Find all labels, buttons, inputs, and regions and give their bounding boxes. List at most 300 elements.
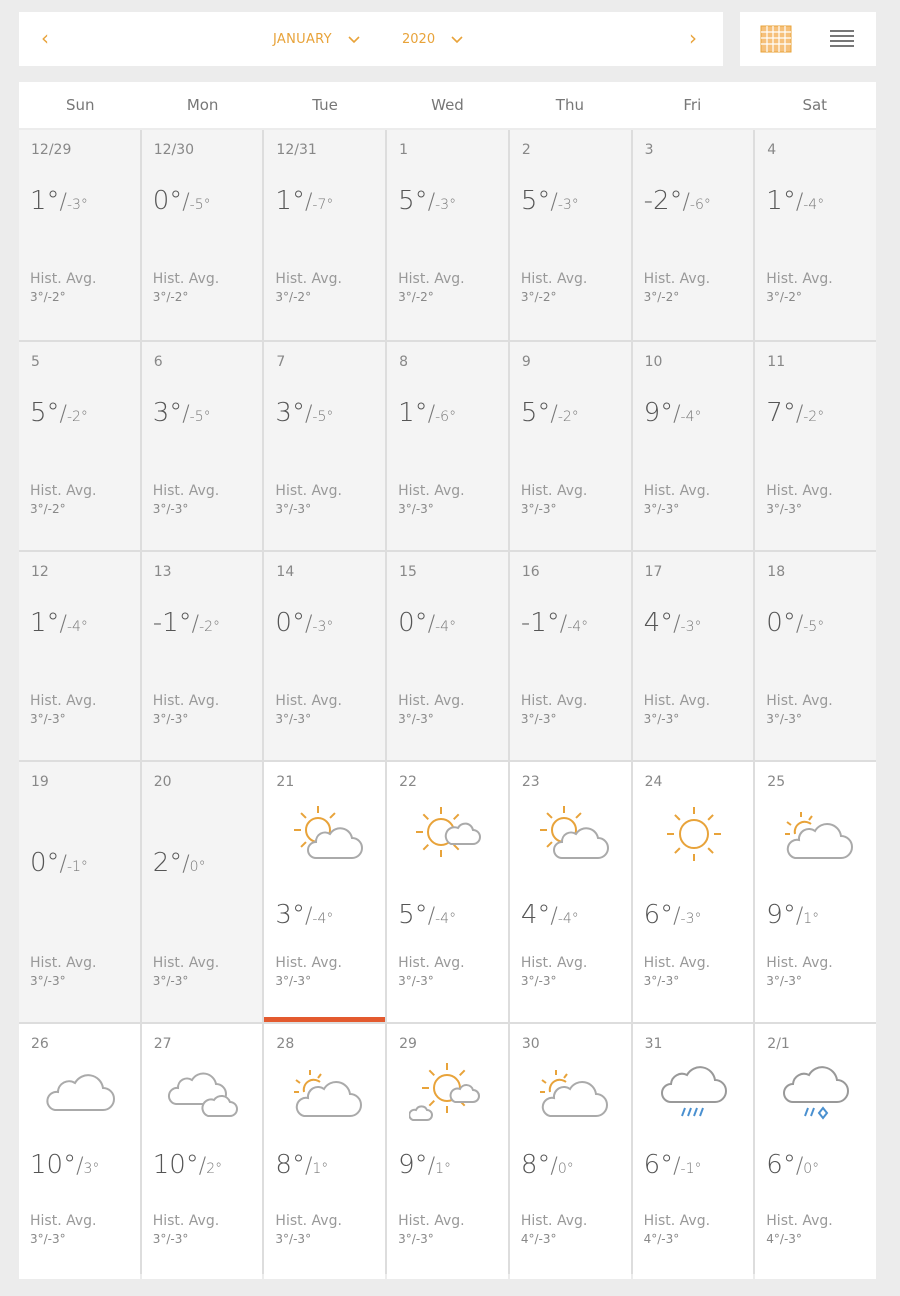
historical-average xyxy=(398,954,464,990)
hist-avg-label: Hist. Avg. xyxy=(398,271,465,287)
low-temp: 1° xyxy=(312,1161,329,1177)
low-temp: -6° xyxy=(689,197,711,213)
day-date: 4 xyxy=(767,142,777,158)
clouds-icon xyxy=(164,1058,242,1128)
month-label: JANUARY xyxy=(273,32,332,47)
hist-avg-label: Hist. Avg. xyxy=(398,1213,465,1229)
historical-average xyxy=(275,1212,341,1248)
rain-icon xyxy=(655,1058,733,1128)
historical-average xyxy=(153,1212,219,1248)
low-temp: 1° xyxy=(435,1161,452,1177)
day-cell[interactable] xyxy=(633,1024,754,1279)
day-date: 30 xyxy=(521,1036,540,1052)
temp-separator: / xyxy=(182,402,190,427)
day-temperature xyxy=(275,900,333,930)
day-temperature xyxy=(521,900,579,930)
hist-avg-label: Hist. Avg. xyxy=(152,693,220,709)
month-navigation-bar xyxy=(19,12,723,66)
day-cell[interactable] xyxy=(264,1024,385,1279)
low-temp: -3° xyxy=(435,197,457,213)
temp-separator: / xyxy=(304,612,313,637)
sun-icon xyxy=(655,800,733,870)
hist-avg-value: 4°/-3° xyxy=(643,1232,680,1246)
day-temperature xyxy=(275,1150,328,1180)
day-cell[interactable] xyxy=(510,130,631,340)
day-cell[interactable] xyxy=(387,552,508,760)
high-temp: 3° xyxy=(275,398,305,428)
day-date: 5 xyxy=(31,354,40,370)
day-date: 12 xyxy=(31,564,49,580)
low-temp: -4° xyxy=(66,619,88,635)
day-date: 12/30 xyxy=(153,142,195,158)
day-date: 23 xyxy=(521,774,540,790)
temp-separator: / xyxy=(304,402,313,427)
high-temp: 0° xyxy=(766,608,796,638)
low-temp: -3° xyxy=(66,197,88,213)
day-cell[interactable] xyxy=(633,342,754,550)
hist-avg-label: Hist. Avg. xyxy=(520,693,588,709)
high-temp: 5° xyxy=(30,398,60,428)
historical-average xyxy=(275,692,341,728)
day-temperature xyxy=(521,186,579,216)
day-temperature xyxy=(275,608,333,638)
hist-avg-label: Hist. Avg. xyxy=(520,1213,588,1229)
mostly-cloudy-icon xyxy=(532,1058,610,1128)
low-temp: -3° xyxy=(557,197,579,213)
historical-average xyxy=(30,954,96,990)
day-date: 12/29 xyxy=(31,142,72,158)
hist-avg-value: 3°/-3° xyxy=(643,974,680,988)
hist-avg-value: 3°/-3° xyxy=(30,712,66,726)
high-temp: 5° xyxy=(398,186,428,216)
high-temp: 0° xyxy=(30,848,60,878)
day-temperature xyxy=(644,608,702,638)
hist-avg-label: Hist. Avg. xyxy=(275,693,342,709)
high-temp: 3° xyxy=(275,900,305,930)
low-temp: -5° xyxy=(803,619,825,635)
day-cell[interactable] xyxy=(755,342,876,550)
hist-avg-value: 3°/-2° xyxy=(520,290,557,304)
hist-avg-value: 3°/-3° xyxy=(152,974,189,988)
low-temp: -4° xyxy=(567,619,589,635)
high-temp: 5° xyxy=(520,398,551,428)
historical-average xyxy=(275,482,341,518)
hist-avg-label: Hist. Avg. xyxy=(398,955,465,971)
day-temperature xyxy=(275,186,333,216)
temp-separator: / xyxy=(550,1154,558,1179)
day-cell[interactable] xyxy=(19,552,140,760)
day-cell[interactable] xyxy=(264,762,385,1022)
temp-separator: / xyxy=(304,904,313,929)
day-date: 31 xyxy=(644,1036,663,1052)
hist-avg-label: Hist. Avg. xyxy=(643,483,711,499)
day-cell[interactable] xyxy=(142,762,263,1022)
day-cell[interactable] xyxy=(387,342,508,550)
day-cell[interactable] xyxy=(510,762,631,1022)
day-temperature xyxy=(398,1150,451,1180)
high-temp: 2° xyxy=(152,848,183,878)
day-temperature xyxy=(766,1150,819,1180)
temp-separator: / xyxy=(550,190,558,215)
hist-avg-value: 4°/-3° xyxy=(520,1232,557,1246)
day-temperature xyxy=(153,608,220,638)
temp-separator: / xyxy=(191,612,200,637)
day-cell[interactable] xyxy=(264,130,385,340)
day-temperature xyxy=(398,608,456,638)
month-select[interactable] xyxy=(273,32,360,47)
hist-avg-value: 3°/-3° xyxy=(520,974,557,988)
day-temperature xyxy=(644,186,711,216)
historical-average xyxy=(398,270,464,306)
hist-avg-value: 4°/-3° xyxy=(766,1232,802,1246)
day-date: 16 xyxy=(521,564,540,580)
high-temp: -2° xyxy=(643,186,683,216)
historical-average xyxy=(30,270,96,306)
temp-separator: / xyxy=(76,1154,84,1179)
temp-separator: / xyxy=(795,612,804,637)
hist-avg-value: 3°/-2° xyxy=(152,290,189,304)
cloud-icon xyxy=(41,1058,119,1128)
low-temp: -4° xyxy=(557,911,579,927)
day-date: 21 xyxy=(276,774,295,790)
day-date: 17 xyxy=(644,564,663,580)
historical-average xyxy=(153,954,219,990)
day-date: 27 xyxy=(153,1036,172,1052)
day-cell[interactable] xyxy=(142,342,263,550)
low-temp: -2° xyxy=(199,619,221,635)
hist-avg-label: Hist. Avg. xyxy=(766,693,833,709)
weekday-thu: Thu xyxy=(555,96,584,114)
high-temp: 1° xyxy=(275,186,305,216)
day-cell[interactable] xyxy=(755,762,876,1022)
grid-view-icon[interactable] xyxy=(760,25,792,53)
day-cell[interactable] xyxy=(264,342,385,550)
day-temperature xyxy=(275,398,333,428)
historical-average xyxy=(644,482,710,518)
day-cell[interactable] xyxy=(510,342,631,550)
hist-avg-label: Hist. Avg. xyxy=(398,693,465,709)
hist-avg-label: Hist. Avg. xyxy=(30,955,97,971)
high-temp: 8° xyxy=(275,1150,305,1180)
chevron-down-icon xyxy=(348,36,360,44)
day-cell[interactable] xyxy=(142,1024,263,1279)
hist-avg-value: 3°/-3° xyxy=(275,1232,312,1246)
low-temp: 1° xyxy=(803,911,820,927)
historical-average xyxy=(766,954,832,990)
high-temp: 3° xyxy=(152,398,183,428)
day-date: 12/31 xyxy=(276,142,317,158)
hist-avg-value: 3°/-2° xyxy=(766,290,802,304)
sun-clouds-icon xyxy=(409,1058,487,1128)
weekday-sat: Sat xyxy=(802,96,828,114)
high-temp: 7° xyxy=(766,398,796,428)
low-temp: -4° xyxy=(680,409,702,425)
day-temperature xyxy=(30,1150,99,1180)
hist-avg-value: 3°/-3° xyxy=(398,974,434,988)
hist-avg-label: Hist. Avg. xyxy=(30,271,97,287)
historical-average xyxy=(521,482,587,518)
historical-average xyxy=(766,270,832,306)
day-temperature xyxy=(398,186,456,216)
historical-average xyxy=(153,482,219,518)
high-temp: 6° xyxy=(766,1150,796,1180)
hist-avg-value: 3°/-3° xyxy=(275,974,312,988)
high-temp: -1° xyxy=(520,608,560,638)
hist-avg-label: Hist. Avg. xyxy=(275,483,342,499)
hist-avg-value: 3°/-3° xyxy=(766,974,802,988)
hist-avg-label: Hist. Avg. xyxy=(766,1213,833,1229)
low-temp: -4° xyxy=(803,197,825,213)
day-cell[interactable] xyxy=(19,342,140,550)
hist-avg-label: Hist. Avg. xyxy=(766,955,833,971)
low-temp: 0° xyxy=(557,1161,574,1177)
low-temp: 2° xyxy=(206,1161,223,1177)
next-month-icon[interactable]: › xyxy=(689,26,697,50)
temp-separator: / xyxy=(795,1154,804,1179)
list-view-icon[interactable] xyxy=(826,25,858,53)
day-temperature xyxy=(30,608,88,638)
hist-avg-value: 3°/-3° xyxy=(520,502,557,516)
sun-cloud-icon xyxy=(286,800,364,870)
historical-average xyxy=(644,1212,710,1248)
hist-avg-value: 3°/-3° xyxy=(398,712,434,726)
high-temp: 5° xyxy=(520,186,551,216)
day-cell[interactable] xyxy=(19,762,140,1022)
day-date: 18 xyxy=(767,564,786,580)
temp-separator: / xyxy=(673,402,681,427)
hist-avg-label: Hist. Avg. xyxy=(152,1213,220,1229)
day-date: 24 xyxy=(644,774,663,790)
historical-average xyxy=(521,954,587,990)
high-temp: 4° xyxy=(520,900,551,930)
day-date: 19 xyxy=(31,774,49,790)
weekday-fri: Fri xyxy=(683,96,702,114)
hist-avg-value: 3°/-3° xyxy=(643,712,680,726)
day-date: 2/1 xyxy=(767,1036,790,1052)
day-cell[interactable] xyxy=(19,1024,140,1279)
historical-average xyxy=(398,482,464,518)
low-temp: -2° xyxy=(803,409,825,425)
low-temp: 0° xyxy=(189,859,206,875)
low-temp: -1° xyxy=(680,1161,702,1177)
hist-avg-value: 3°/-2° xyxy=(398,290,434,304)
hist-avg-label: Hist. Avg. xyxy=(643,1213,711,1229)
day-date: 10 xyxy=(644,354,663,370)
day-temperature xyxy=(766,398,824,428)
day-cell[interactable] xyxy=(755,552,876,760)
temp-separator: / xyxy=(673,1154,681,1179)
day-temperature xyxy=(521,1150,574,1180)
historical-average xyxy=(30,1212,96,1248)
day-cell[interactable] xyxy=(633,130,754,340)
high-temp: 0° xyxy=(398,608,428,638)
day-date: 28 xyxy=(276,1036,295,1052)
day-cell[interactable] xyxy=(142,552,263,760)
day-temperature xyxy=(521,608,588,638)
day-date: 2 xyxy=(521,142,531,158)
day-cell[interactable] xyxy=(387,762,508,1022)
day-temperature xyxy=(153,398,211,428)
hist-avg-label: Hist. Avg. xyxy=(398,483,465,499)
temp-separator: / xyxy=(59,190,67,215)
hist-avg-label: Hist. Avg. xyxy=(275,271,342,287)
hist-avg-label: Hist. Avg. xyxy=(275,955,342,971)
high-temp: 4° xyxy=(643,608,674,638)
hist-avg-label: Hist. Avg. xyxy=(643,271,711,287)
day-cell[interactable] xyxy=(387,130,508,340)
temp-separator: / xyxy=(304,1154,313,1179)
historical-average xyxy=(275,954,341,990)
historical-average xyxy=(521,1212,587,1248)
high-temp: 1° xyxy=(766,186,796,216)
temp-separator: / xyxy=(59,612,67,637)
day-temperature xyxy=(398,900,456,930)
temp-separator: / xyxy=(198,1154,207,1179)
hist-avg-value: 3°/-3° xyxy=(275,502,312,516)
low-temp: 0° xyxy=(803,1161,820,1177)
day-date: 14 xyxy=(276,564,295,580)
temp-separator: / xyxy=(682,190,690,215)
historical-average xyxy=(766,1212,832,1248)
temp-separator: / xyxy=(559,612,568,637)
day-cell[interactable] xyxy=(264,552,385,760)
year-select[interactable] xyxy=(402,32,463,47)
day-cell[interactable] xyxy=(633,552,754,760)
day-temperature xyxy=(30,186,88,216)
hist-avg-value: 3°/-3° xyxy=(275,712,312,726)
hist-avg-value: 3°/-2° xyxy=(275,290,312,304)
view-toggle xyxy=(740,12,876,66)
day-cell[interactable] xyxy=(387,1024,508,1279)
high-temp: 6° xyxy=(643,1150,674,1180)
hist-avg-value: 3°/-3° xyxy=(152,502,189,516)
hist-avg-value: 3°/-3° xyxy=(152,1232,189,1246)
hist-avg-label: Hist. Avg. xyxy=(152,483,220,499)
low-temp: -4° xyxy=(435,911,457,927)
hist-avg-label: Hist. Avg. xyxy=(152,955,220,971)
high-temp: 1° xyxy=(30,608,60,638)
day-cell[interactable] xyxy=(755,130,876,340)
low-temp: -3° xyxy=(680,619,702,635)
hist-avg-value: 3°/-3° xyxy=(643,502,680,516)
temp-separator: / xyxy=(427,402,436,427)
day-date: 11 xyxy=(767,354,786,370)
temp-separator: / xyxy=(59,852,67,877)
weekday-wed: Wed xyxy=(431,96,464,114)
day-cell[interactable] xyxy=(19,130,140,340)
day-date: 13 xyxy=(153,564,172,580)
hist-avg-value: 3°/-2° xyxy=(30,290,66,304)
historical-average xyxy=(766,482,832,518)
hist-avg-label: Hist. Avg. xyxy=(643,693,711,709)
day-temperature xyxy=(398,398,456,428)
high-temp: 1° xyxy=(30,186,60,216)
day-date: 20 xyxy=(153,774,172,790)
hist-avg-label: Hist. Avg. xyxy=(30,1213,97,1229)
day-temperature xyxy=(153,186,211,216)
historical-average xyxy=(398,1212,464,1248)
low-temp: -2° xyxy=(557,409,579,425)
high-temp: 1° xyxy=(398,398,428,428)
sun-small-cloud-icon xyxy=(409,800,487,870)
historical-average xyxy=(30,692,96,728)
hist-avg-value: 3°/-3° xyxy=(766,712,802,726)
day-temperature xyxy=(644,900,702,930)
high-temp: 9° xyxy=(643,398,674,428)
low-temp: -7° xyxy=(312,197,334,213)
weekday-tue: Tue xyxy=(312,96,338,114)
day-temperature xyxy=(153,1150,222,1180)
hist-avg-label: Hist. Avg. xyxy=(30,693,97,709)
low-temp: -6° xyxy=(435,409,457,425)
low-temp: -5° xyxy=(189,409,211,425)
hist-avg-value: 3°/-3° xyxy=(30,974,66,988)
hist-avg-label: Hist. Avg. xyxy=(766,271,833,287)
high-temp: 0° xyxy=(152,186,183,216)
historical-average xyxy=(644,270,710,306)
day-temperature xyxy=(644,398,702,428)
day-date: 25 xyxy=(767,774,786,790)
day-cell[interactable] xyxy=(510,1024,631,1279)
hist-avg-value: 3°/-3° xyxy=(30,1232,66,1246)
day-date: 8 xyxy=(399,354,409,370)
day-cell[interactable] xyxy=(633,762,754,1022)
temp-separator: / xyxy=(304,190,313,215)
low-temp: -1° xyxy=(66,859,88,875)
hist-avg-value: 3°/-3° xyxy=(398,502,434,516)
calendar-grid xyxy=(19,130,876,1274)
day-temperature xyxy=(766,608,824,638)
hist-avg-label: Hist. Avg. xyxy=(520,483,588,499)
low-temp: -2° xyxy=(66,409,88,425)
temp-separator: / xyxy=(427,1154,436,1179)
day-temperature xyxy=(153,848,206,878)
hist-avg-value: 3°/-3° xyxy=(152,712,189,726)
hist-avg-value: 3°/-2° xyxy=(643,290,680,304)
historical-average xyxy=(153,270,219,306)
day-date: 6 xyxy=(153,354,163,370)
day-date: 29 xyxy=(399,1036,417,1052)
historical-average xyxy=(766,692,832,728)
hist-avg-value: 3°/-3° xyxy=(520,712,557,726)
low-temp: -3° xyxy=(680,911,702,927)
hist-avg-label: Hist. Avg. xyxy=(520,271,588,287)
day-date: 7 xyxy=(276,354,286,370)
hist-avg-value: 3°/-2° xyxy=(30,502,66,516)
day-cell[interactable] xyxy=(142,130,263,340)
hist-avg-value: 3°/-3° xyxy=(398,1232,434,1246)
day-temperature xyxy=(30,398,88,428)
day-cell[interactable] xyxy=(755,1024,876,1279)
weekday-mon: Mon xyxy=(186,96,219,114)
day-cell[interactable] xyxy=(510,552,631,760)
hist-avg-label: Hist. Avg. xyxy=(643,955,711,971)
temp-separator: / xyxy=(427,612,436,637)
day-temperature xyxy=(766,900,819,930)
hist-avg-label: Hist. Avg. xyxy=(520,955,588,971)
high-temp: -1° xyxy=(152,608,192,638)
low-temp: -5° xyxy=(189,197,211,213)
temp-separator: / xyxy=(673,612,681,637)
hist-avg-label: Hist. Avg. xyxy=(30,483,97,499)
day-date: 3 xyxy=(644,142,654,158)
previous-month-icon[interactable]: ‹ xyxy=(41,26,49,50)
day-temperature xyxy=(521,398,579,428)
high-temp: 5° xyxy=(398,900,428,930)
temp-separator: / xyxy=(182,190,190,215)
historical-average xyxy=(521,692,587,728)
temp-separator: / xyxy=(673,904,681,929)
